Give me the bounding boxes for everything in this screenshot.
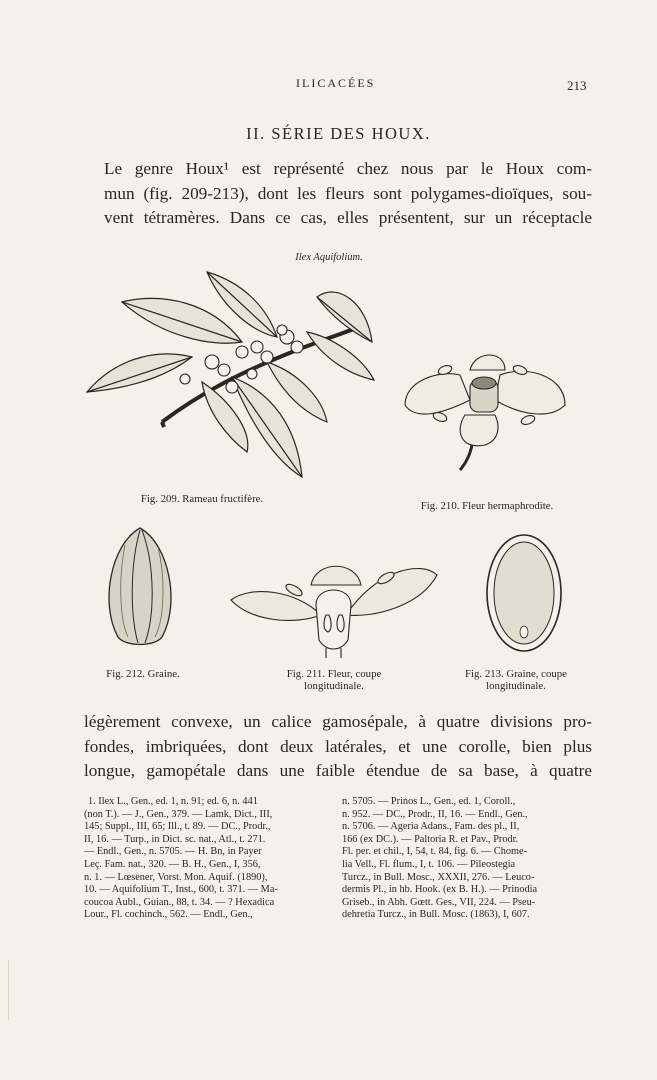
- text-line: légèrement convexe, un calice gamosépale, à quatre divisions pro-: [84, 712, 592, 731]
- footnote-line: n. 952. — DC., Prodr., II, 16. — Endl., Gen.,: [342, 808, 528, 820]
- footnote-line: 166 (ex DC.). — Paltoria R. et Pav., Prodr.: [342, 833, 519, 845]
- figure-210-caption: Fig. 210. Fleur hermaphrodite.: [420, 500, 554, 512]
- figure-211-caption-line-1: Fig. 211. Fleur, coupe: [286, 668, 382, 680]
- footnote-line: II, 16. — Turp., in Dict. sc. nat., Atl., t. 271.: [84, 833, 266, 845]
- footnote-line: n. 5705. — Prinos L., Gen., ed. 1, Coroll.,: [342, 796, 516, 807]
- footnote-line: Turcz., in Bull. Mosc., XXXII, 276. — Leuco-: [342, 871, 535, 883]
- figure-213-caption-line-1: Fig. 213. Graine, coupe: [465, 668, 567, 680]
- figure-213-caption-line-2: longitudinale.: [486, 680, 546, 692]
- figure-212-seed: [100, 525, 180, 650]
- page-number: 213: [567, 78, 587, 93]
- text-line: mun (fig. 209-213), dont les fleurs sont polygames-dioïques, sou-: [104, 183, 592, 203]
- paragraph-1: [84, 157, 592, 231]
- footnote-line: Lour., Fl. cochinch., 562. — Endl., Gen.,: [84, 909, 253, 921]
- page-edge-mark: [8, 960, 9, 1020]
- footnote-line: dehretia Turcz., in Bull. Mosc. (1863), I, 607.: [342, 909, 530, 921]
- section-title: II. SÉRIE DES HOUX.: [246, 124, 431, 143]
- holly-branch-illustration: [82, 262, 382, 487]
- footnotes-left-column: [84, 796, 326, 922]
- footnote-line: Fl. per. et chil., I, 54, t. 84, fig. 6. — Chome-: [342, 846, 528, 858]
- footnote-line: coucoa Aubl., Guian., 88, t. 34. — ? Hexadica: [84, 896, 275, 908]
- footnotes-right-column: [342, 796, 584, 922]
- footnote-line: n. 5706. — Ageria Adans., Fam. des pl., II,: [342, 821, 520, 833]
- figure-211-flower-section: [226, 560, 442, 660]
- seed-illustration: [100, 525, 180, 650]
- flower-illustration: [400, 345, 570, 475]
- footnote-line: (non T.). — J., Gen., 379. — Lamk, Dict., III,: [84, 808, 273, 820]
- figure-213-caption: [446, 668, 586, 692]
- figure-211-caption-line-2: longitudinale.: [304, 680, 364, 692]
- footnote-line: Leç. Fam. nat., 320. — B. H., Gen., I, 356,: [84, 858, 261, 870]
- text-line: longue, gamopétale dans une faible étendue de sa base, à quatre: [84, 761, 592, 780]
- footnote-line: 10. — Aquifolium T., Inst., 600, t. 371. — Ma-: [84, 884, 278, 896]
- figure-213-seed-section: [484, 532, 564, 654]
- footnote-line: dermis Pl., in hb. Hook. (ex B. H.). — Prinodia: [342, 884, 538, 896]
- footnote-line: — Endl., Gen., n. 5705. — H. Bn, in Payer: [84, 846, 262, 858]
- figure-209-holly-branch: [82, 262, 382, 487]
- figure-212-caption: Fig. 212. Graine.: [106, 668, 180, 680]
- seed-section-illustration: [484, 532, 564, 654]
- text-line: fondes, imbriquées, dont deux latérales, et une corolle, bien plus: [84, 736, 592, 756]
- figure-species-label: Ilex Aquifolium.: [295, 252, 363, 263]
- figure-211-caption: [264, 668, 404, 692]
- footnote-line: 1. Ilex L., Gen., ed. 1, n. 91; ed. 6, n. 441: [88, 796, 258, 807]
- flower-section-illustration: [226, 560, 442, 660]
- text-line: vent tétramères. Dans ce cas, elles présentent, sur un réceptacle: [104, 208, 592, 227]
- footnote-line: Griseb., in Abh. Gœtt. Ges., VII, 224. — Pseu-: [342, 896, 536, 908]
- figure-209-caption: Fig. 209. Rameau fructifère.: [140, 493, 264, 505]
- footnote-line: lia Vell., Fl. flum., I, t. 106. — Pileostegia: [342, 858, 516, 870]
- running-head-title: ILICACÉES: [296, 76, 376, 90]
- footnote-line: n. 1. — Lœsener, Vorst. Mon. Aquif. (1890),: [84, 871, 268, 883]
- figure-210-flower: [400, 345, 570, 475]
- text-line: Le genre Houx¹ est représenté chez nous par le Houx com-: [104, 159, 592, 178]
- footnote-line: 145; Suppl., III, 65; Ill., t. 89. — DC., Prodr.,: [84, 821, 271, 833]
- paragraph-2: [84, 710, 592, 784]
